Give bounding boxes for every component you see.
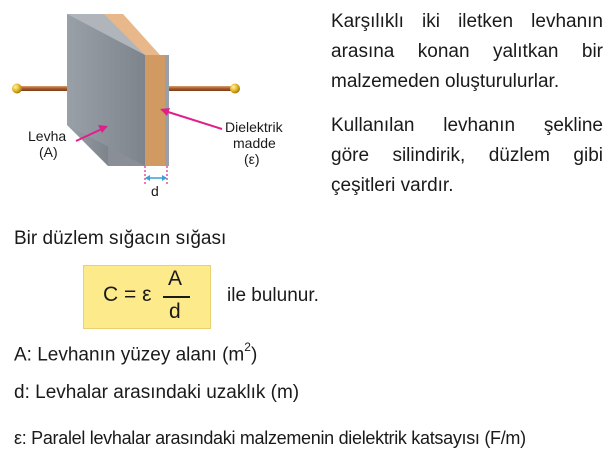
formula-suffix: ile bulunur. xyxy=(227,285,319,306)
capacitor-diagram xyxy=(0,0,320,200)
gap-label: d xyxy=(151,183,159,199)
paragraph-definition xyxy=(331,7,603,97)
fraction-bar xyxy=(163,296,190,298)
dielectric-label-line2: madde xyxy=(233,135,276,151)
dielectric-pointer xyxy=(165,111,222,129)
definition-area-close: ) xyxy=(250,344,258,366)
right-terminal xyxy=(230,84,240,94)
dielectric-label-line1: Dielektrik xyxy=(225,119,283,135)
right-wire xyxy=(167,86,235,91)
paragraph1-line2: arasına konan yalıtkan bir xyxy=(331,41,603,62)
dielectric-label-line3: (ε) xyxy=(244,151,260,167)
gap-arrowhead-left xyxy=(145,175,150,181)
intro-text: Bir düzlem sığacın sığası xyxy=(14,228,227,249)
formula-lhs: C = ε xyxy=(103,283,152,306)
paragraph2-line3: çeşitleri vardır. xyxy=(331,175,454,196)
formula-numerator: A xyxy=(168,267,183,290)
definition-area-exponent: 2 xyxy=(244,340,251,354)
paragraph2-line2: göre silindirik, düzlem gibi xyxy=(331,145,603,166)
paragraph-types xyxy=(331,111,603,201)
left-terminal xyxy=(12,84,22,94)
paragraph1-line1: Karşılıklı iki iletken levhanın xyxy=(331,11,603,32)
gap-arrowhead-right xyxy=(162,175,167,181)
definition-area-text: A: Levhanın yüzey alanı (m xyxy=(14,344,245,366)
paragraph2-line1: Kullanılan levhanın şekline xyxy=(331,115,603,136)
plate-label-line1: Levha xyxy=(28,128,67,144)
formula-denominator: d xyxy=(169,300,181,323)
paragraph1-line3: malzemeden oluşturulurlar. xyxy=(331,71,560,92)
definition-distance: d: Levhalar arasındaki uzaklık (m) xyxy=(14,382,300,403)
plate-label-line2: (A) xyxy=(39,144,58,160)
definition-area xyxy=(14,342,257,366)
definition-permittivity: ε: Paralel levhalar arasındaki malzemenin dielektrik katsayısı (F/m) xyxy=(14,428,526,448)
